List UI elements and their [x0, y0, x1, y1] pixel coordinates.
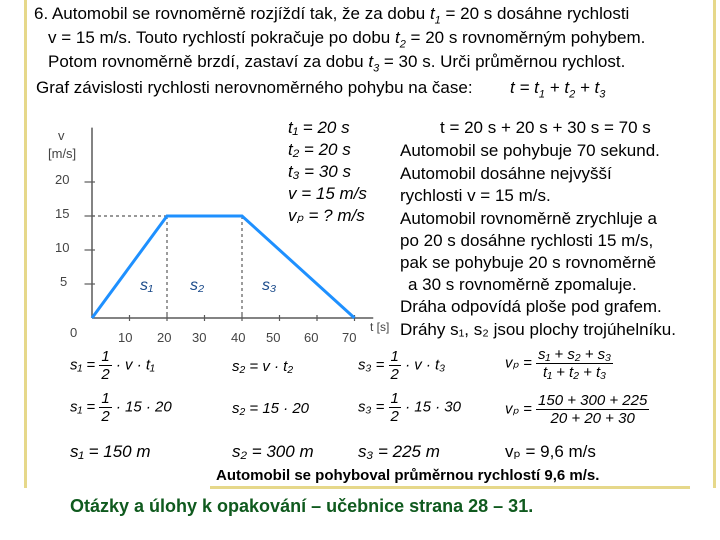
- x-tick-30: 30: [192, 330, 207, 345]
- fraction-den: 20 + 20 + 30: [550, 410, 635, 427]
- area-label-s1: s₁: [140, 277, 154, 294]
- x-tick-70: 70: [342, 330, 357, 345]
- formula-part: · 15 · 20: [115, 398, 172, 416]
- x-tick-60: 60: [304, 330, 319, 345]
- fraction: [99, 390, 111, 425]
- var-sub: 2: [399, 38, 406, 51]
- result-s2: s₂ = 300 m: [232, 442, 314, 461]
- explanation-line-8: Dráha odpovídá ploše pod grafem.: [400, 297, 662, 316]
- x-tick-50: 50: [266, 330, 281, 345]
- area-label-s3: s₃: [262, 277, 277, 294]
- formula-s2-numeric: s₂ = 15 · 20: [232, 400, 310, 417]
- footer-link[interactable]: Otázky a úlohy k opakování – učebnice strana 28 – 31.: [70, 496, 534, 516]
- formula-part: vₚ =: [505, 354, 532, 372]
- y-tick-0: 0: [70, 325, 78, 340]
- fraction-num: 1: [390, 348, 399, 365]
- formula-s3-numeric: [358, 390, 461, 425]
- fraction-den: 2: [101, 366, 110, 383]
- fraction-num: s₁ + s₂ + s₃: [538, 346, 612, 363]
- fraction: [536, 346, 613, 381]
- problem-line-2-end: = 20 s rovnoměrným pohybem.: [405, 28, 646, 47]
- given-vp: vₚ = ? m/s: [288, 206, 365, 225]
- explanation-line-9: Dráhy s₁, s₂ jsou plochy trojúhelníku.: [400, 320, 676, 339]
- fraction: [389, 348, 401, 383]
- x-axis-unit: t [s]: [370, 320, 390, 334]
- result-s1: s₁ = 150 m: [70, 442, 151, 461]
- explanation-line-3: rychlosti v = 15 m/s.: [400, 186, 551, 205]
- formula-s3: [358, 348, 445, 383]
- y-tick-20: 20: [55, 172, 70, 187]
- fraction-den: t₁ + t₂ + t₃: [543, 364, 607, 381]
- explanation-line-2: Automobil dosáhne nejvyšší: [400, 164, 612, 183]
- fraction-num: 150 + 300 + 225: [538, 392, 648, 409]
- formula-s2: s₂ = v · t₂: [232, 358, 294, 375]
- problem-line-1-end: = 20 s dosáhne rychlosti: [440, 4, 630, 23]
- formula-part: s₁ =: [70, 356, 96, 374]
- formula-part: s₁ =: [70, 398, 96, 416]
- fraction-den: 2: [101, 408, 110, 425]
- given-t3: t₃ = 30 s: [288, 162, 351, 181]
- formula-vp: [505, 346, 613, 381]
- formula-part: s₃ =: [358, 398, 385, 416]
- fraction: [99, 348, 111, 383]
- y-tick-15: 15: [55, 206, 70, 221]
- formula-part: · 15 · 30: [405, 398, 461, 416]
- conclusion-underline: [210, 486, 690, 489]
- area-label-s2: s₂: [190, 277, 205, 294]
- given-t1: t₁ = 20 s: [288, 118, 350, 137]
- given-v: v = 15 m/s: [288, 184, 367, 203]
- formula-part: · v · t₁: [115, 356, 155, 374]
- var-sub: 3: [373, 62, 380, 75]
- fraction-num: 1: [390, 390, 399, 407]
- var-t: t: [394, 28, 400, 47]
- x-tick-10: 10: [118, 330, 133, 345]
- explanation-line-7: a 30 s rovnoměrně zpomaluje.: [408, 275, 637, 294]
- formula-s1: [70, 348, 155, 383]
- explanation-line-4: Automobil rovnoměrně zrychluje a: [400, 209, 658, 228]
- fraction-den: 2: [390, 366, 399, 383]
- fraction-den: 2: [390, 408, 399, 425]
- graph-intro: Graf závislosti rychlosti nerovnoměrného pohybu na čase:: [36, 78, 473, 97]
- eq-part: + t: [575, 78, 600, 97]
- var-t: t: [368, 52, 374, 71]
- x-tick-40: 40: [231, 330, 246, 345]
- explanation-total: t = 20 s + 20 s + 30 s = 70 s: [440, 118, 651, 137]
- problem-line-2-text: v = 15 m/s. Touto rychlostí pokračuje po dobu: [48, 28, 395, 47]
- y-axis-label: v: [58, 128, 65, 143]
- problem-line-3-text: Potom rovnoměrně brzdí, zastaví za dobu: [48, 52, 369, 71]
- fraction-num: 1: [101, 390, 110, 407]
- explanation-line-1: Automobil se pohybuje 70 sekund.: [400, 141, 660, 160]
- var-sub: 1: [434, 14, 441, 27]
- velocity-line: [92, 216, 355, 318]
- x-tick-20: 20: [157, 330, 172, 345]
- y-tick-5: 5: [60, 274, 68, 289]
- explanation-line-6: pak se pohybuje 20 s rovnoměrně: [400, 253, 657, 272]
- fraction: [389, 390, 401, 425]
- problem-line-1-text: 6. Automobil se rovnoměrně rozjíždí tak, že za dobu: [34, 4, 430, 23]
- y-axis-unit: [m/s]: [48, 146, 77, 161]
- fraction-num: 1: [101, 348, 110, 365]
- given-t2: t₂ = 20 s: [288, 140, 351, 159]
- total-time-equation: $t = t_1 + t_2 + t_3$: [510, 78, 606, 101]
- formula-part: vₚ =: [505, 400, 532, 418]
- y-tick-10: 10: [55, 240, 70, 255]
- formula-vp-numeric: [505, 392, 649, 427]
- eq-part: t = t: [510, 78, 539, 97]
- formula-part: · v · t₃: [405, 356, 446, 374]
- eq-part: + t: [544, 78, 570, 97]
- explanation-line-5: po 20 s dosáhne rychlosti 15 m/s,: [400, 231, 654, 250]
- var-t: t: [429, 4, 435, 23]
- problem-line-3-end: = 30 s. Urči průměrnou rychlost.: [379, 52, 626, 71]
- fraction: [536, 392, 649, 427]
- result-vp: vₚ = 9,6 m/s: [505, 442, 596, 461]
- conclusion: Automobil se pohyboval průměrnou rychlostí 9,6 m/s.: [216, 467, 600, 484]
- formula-s1-numeric: [70, 390, 172, 425]
- result-s3: s₃ = 225 m: [358, 442, 440, 461]
- formula-part: s₃ =: [358, 356, 385, 374]
